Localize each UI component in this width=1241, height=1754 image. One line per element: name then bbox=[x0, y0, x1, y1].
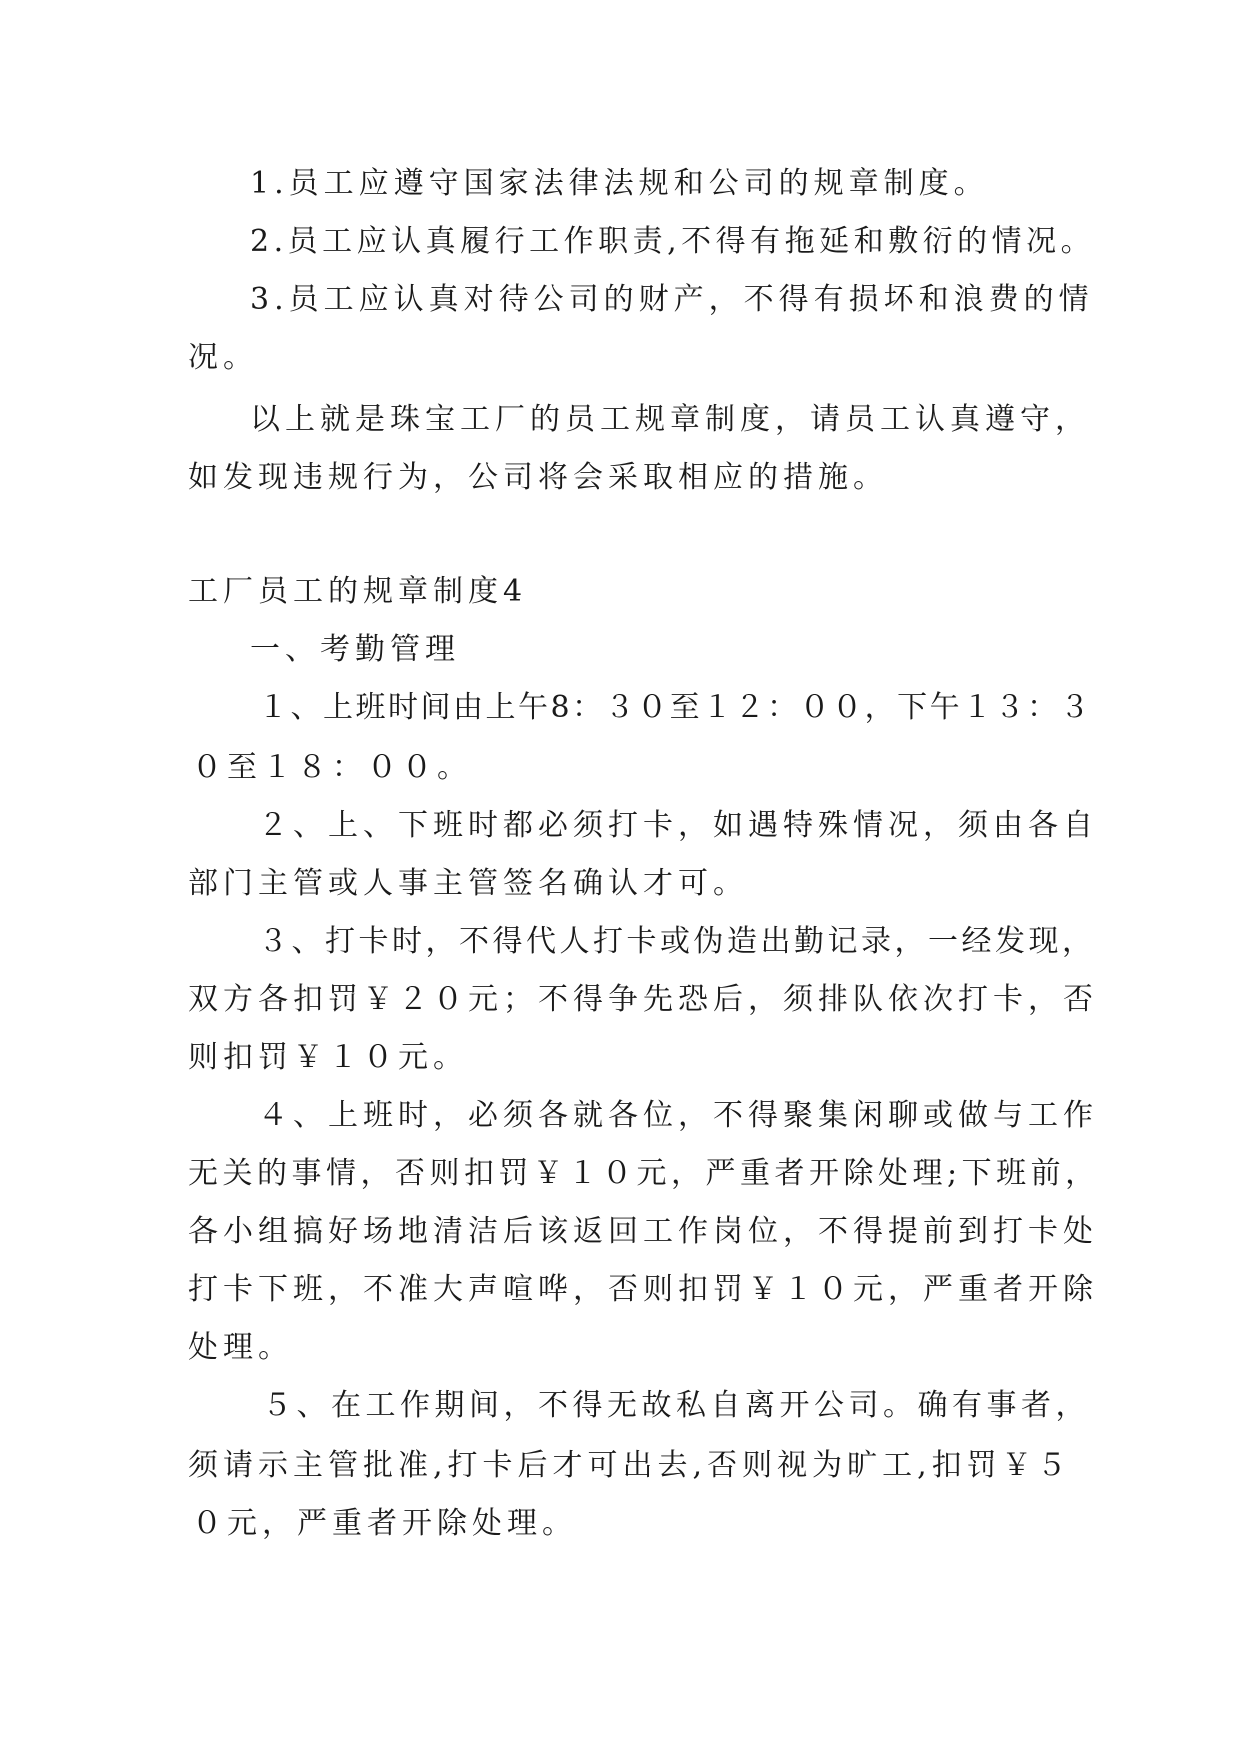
paragraph-line: １、上班时间由上午8：３０至１２：００，下午１３：３ bbox=[258, 690, 1093, 725]
paragraph-line: 处理。 bbox=[188, 1330, 293, 1365]
paragraph-line: ０元，严重者开除处理。 bbox=[192, 1506, 577, 1541]
section-heading: 一、考勤管理 bbox=[250, 632, 460, 667]
paragraph-line: ３、打卡时，不得代人打卡或伪造出勤记录，一经发现， bbox=[258, 924, 1096, 959]
paragraph-line: 3.员工应认真对待公司的财产，不得有损坏和浪费的情 bbox=[250, 282, 1094, 317]
paragraph-line: 部门主管或人事主管签名确认才可。 bbox=[188, 866, 748, 901]
paragraph-line: 况。 bbox=[188, 340, 258, 375]
paragraph-line: 则扣罚￥１０元。 bbox=[188, 1040, 468, 1075]
paragraph-line: 双方各扣罚￥２０元；不得争先恐后，须排队依次打卡，否 bbox=[188, 982, 1098, 1017]
paragraph-line: ４、上班时，必须各就各位，不得聚集闲聊或做与工作 bbox=[258, 1098, 1098, 1133]
paragraph-line: ２、上、下班时都必须打卡，如遇特殊情况，须由各自 bbox=[258, 808, 1098, 843]
paragraph-line: 各小组搞好场地清洁后该返回工作岗位，不得提前到打卡处 bbox=[188, 1214, 1098, 1249]
paragraph-line: ５、在工作期间，不得无故私自离开公司。确有事者， bbox=[262, 1388, 1090, 1423]
paragraph-line: 无关的事情，否则扣罚￥１０元，严重者开除处理;下班前， bbox=[188, 1156, 1100, 1191]
paragraph-line: 1.员工应遵守国家法律法规和公司的规章制度。 bbox=[250, 166, 989, 201]
paragraph-line: 如发现违规行为，公司将会采取相应的措施。 bbox=[188, 460, 888, 495]
paragraph-line: 打卡下班，不准大声喧哗，否则扣罚￥１０元，严重者开除 bbox=[188, 1272, 1098, 1307]
paragraph-line: ０至１８：００。 bbox=[192, 750, 472, 785]
paragraph-line: 2.员工应认真履行工作职责,不得有拖延和敷衍的情况。 bbox=[250, 224, 1096, 259]
section-title: 工厂员工的规章制度4 bbox=[188, 574, 528, 609]
paragraph-line: 以上就是珠宝工厂的员工规章制度，请员工认真遵守， bbox=[250, 402, 1090, 437]
paragraph-line: 须请示主管批准,打卡后才可出去,否则视为旷工,扣罚￥５ bbox=[188, 1448, 1072, 1483]
